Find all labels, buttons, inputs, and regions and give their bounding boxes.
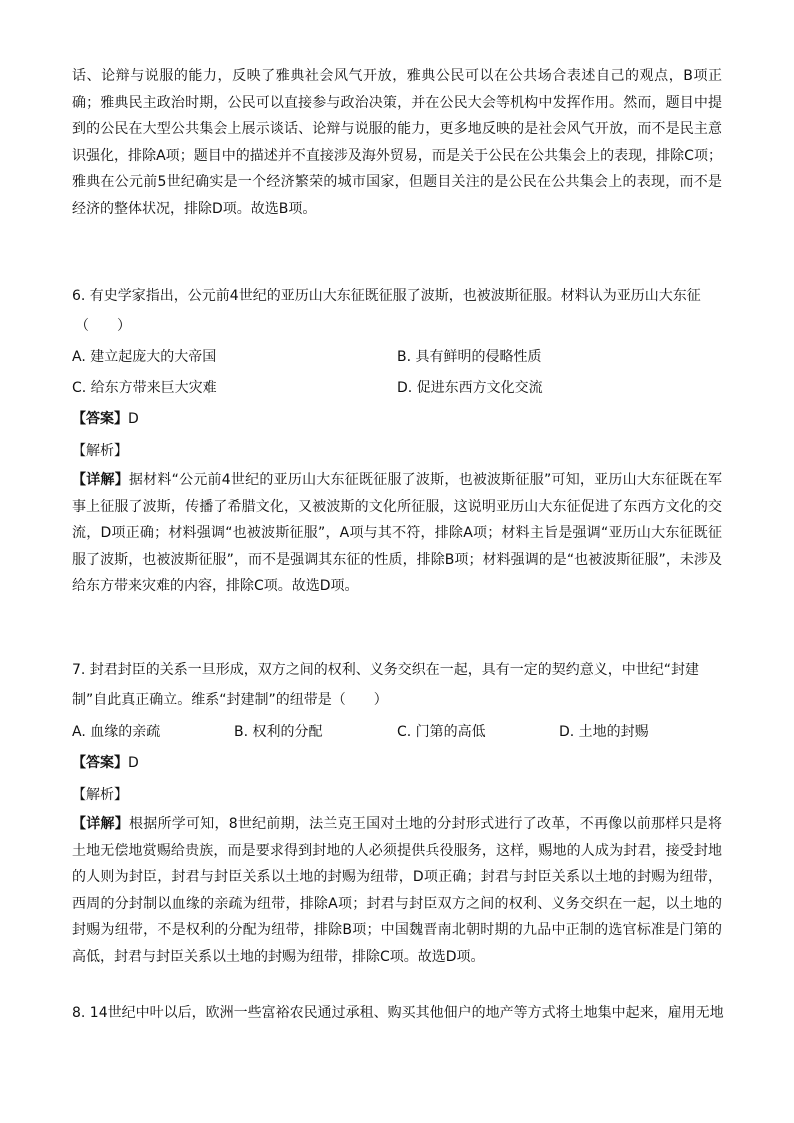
q8-stem-line1: 8. 14世纪中叶以后，欧洲一些富裕农民通过承租、购买其他佃户的地产等方式将土地集中起来，雇用无地: [72, 1005, 724, 1021]
q6-detail-text: 据材料“公元前4世纪的亚历山大东征既征服了波斯，也被波斯征服”可知，亚历山大东征既在军事上征服了波斯，传播了希腊文化，又被波斯的文化所征服，这说明亚历山大东征促进了东西方文化的交流，D项正确；材料强调“也被波斯征服”，A项与其不符，排除A项；材料主旨是强调“亚历山大东征既征服了波斯，也被波斯征服”，而不是强调其东征的性质，排除B项；材料强调的是“也被波斯征服”，未涉及给东方带来灾难的内容，排除C项。故选D项。: [72, 472, 722, 594]
q6-answer-tag: 【答案】: [72, 411, 128, 427]
q6-option-b: B. 具有鲜明的侵略性质: [397, 349, 542, 365]
q6-analysis-label: 【解析】: [72, 443, 128, 459]
q6-detail-tag: 【详解】: [72, 472, 129, 488]
q6-option-a: A. 建立起庞大的大帝国: [72, 349, 217, 365]
q6-stem-line2: （ ）: [75, 318, 131, 334]
q6-answer-value: D: [128, 411, 139, 427]
q7-stem-line1: 7. 封君封臣的关系一旦形成，双方之间的权利、义务交织在一起，具有一定的契约意义，中世纪“封建: [72, 662, 700, 678]
q7-option-d: D. 土地的封赐: [559, 724, 649, 740]
q7-detail-tag: 【详解】: [72, 816, 129, 832]
q7-analysis-label: 【解析】: [72, 787, 128, 803]
q6-stem-line1: 6. 有史学家指出，公元前4世纪的亚历山大东征既征服了波斯，也被波斯征服。材料认为亚历山大东征: [72, 288, 701, 304]
q6-answer-line: [72, 409, 139, 429]
q7-stem-line2: 制”自此真正确立。维系“封建制”的纽带是（ ）: [72, 692, 388, 708]
q7-detail: [72, 811, 722, 970]
q7-option-a: A. 血缘的亲疏: [72, 724, 161, 740]
q7-answer-value: D: [128, 755, 139, 771]
q7-option-b: B. 权利的分配: [234, 724, 323, 740]
q5-explanation-tail: 话、论辩与说服的能力，反映了雅典社会风气开放，雅典公民可以在公共场合表述自己的观点，B项正确；雅典民主政治时期，公民可以直接参与政治决策，并在公民大会等机构中发挥作用。然而，题目中提到的公民在大型公共集会上展示谈话、论辩与说服的能力，更多地反映的是社会风气开放，而不是民主意识强化，排除A项；题目中的描述并不直接涉及海外贸易，而是关于公民在公共集会上的表现，排除C项；雅典在公元前5世纪确实是一个经济繁荣的城市国家，但题目关注的是公民在公共集会上的表现，而不是经济的整体状况，排除D项。故选B项。: [72, 68, 722, 217]
q6-detail: [72, 467, 722, 600]
q7-answer-line: [72, 753, 139, 773]
q7-option-c: C. 门第的高低: [397, 724, 486, 740]
q7-answer-tag: 【答案】: [72, 755, 128, 771]
q7-detail-text: 根据所学可知，8世纪前期，法兰克王国对土地的分封形式进行了改革，不再像以前那样只是将土地无偿地赏赐给贵族，而是要求得到封地的人必须提供兵役服务，这样，赐地的人成为封君，接受封地的人则为封臣，封君与封臣关系以土地的封赐为纽带，D项正确；封君与封臣关系以土地的封赐为纽带，西周的分封制以血缘的亲疏为纽带，排除A项；封君与封臣双方之间的权利、义务交织在一起，以土地的封赐为纽带，不是权利的分配为纽带，排除B项；中国魏晋南北朝时期的九品中正制的选官标准是门第的高低，封君与封臣关系以土地的封赐为纽带，排除C项。故选D项。: [72, 816, 723, 965]
q6-option-c: C. 给东方带来巨大灾难: [72, 380, 217, 396]
q6-option-d: D. 促进东西方文化交流: [397, 380, 543, 396]
